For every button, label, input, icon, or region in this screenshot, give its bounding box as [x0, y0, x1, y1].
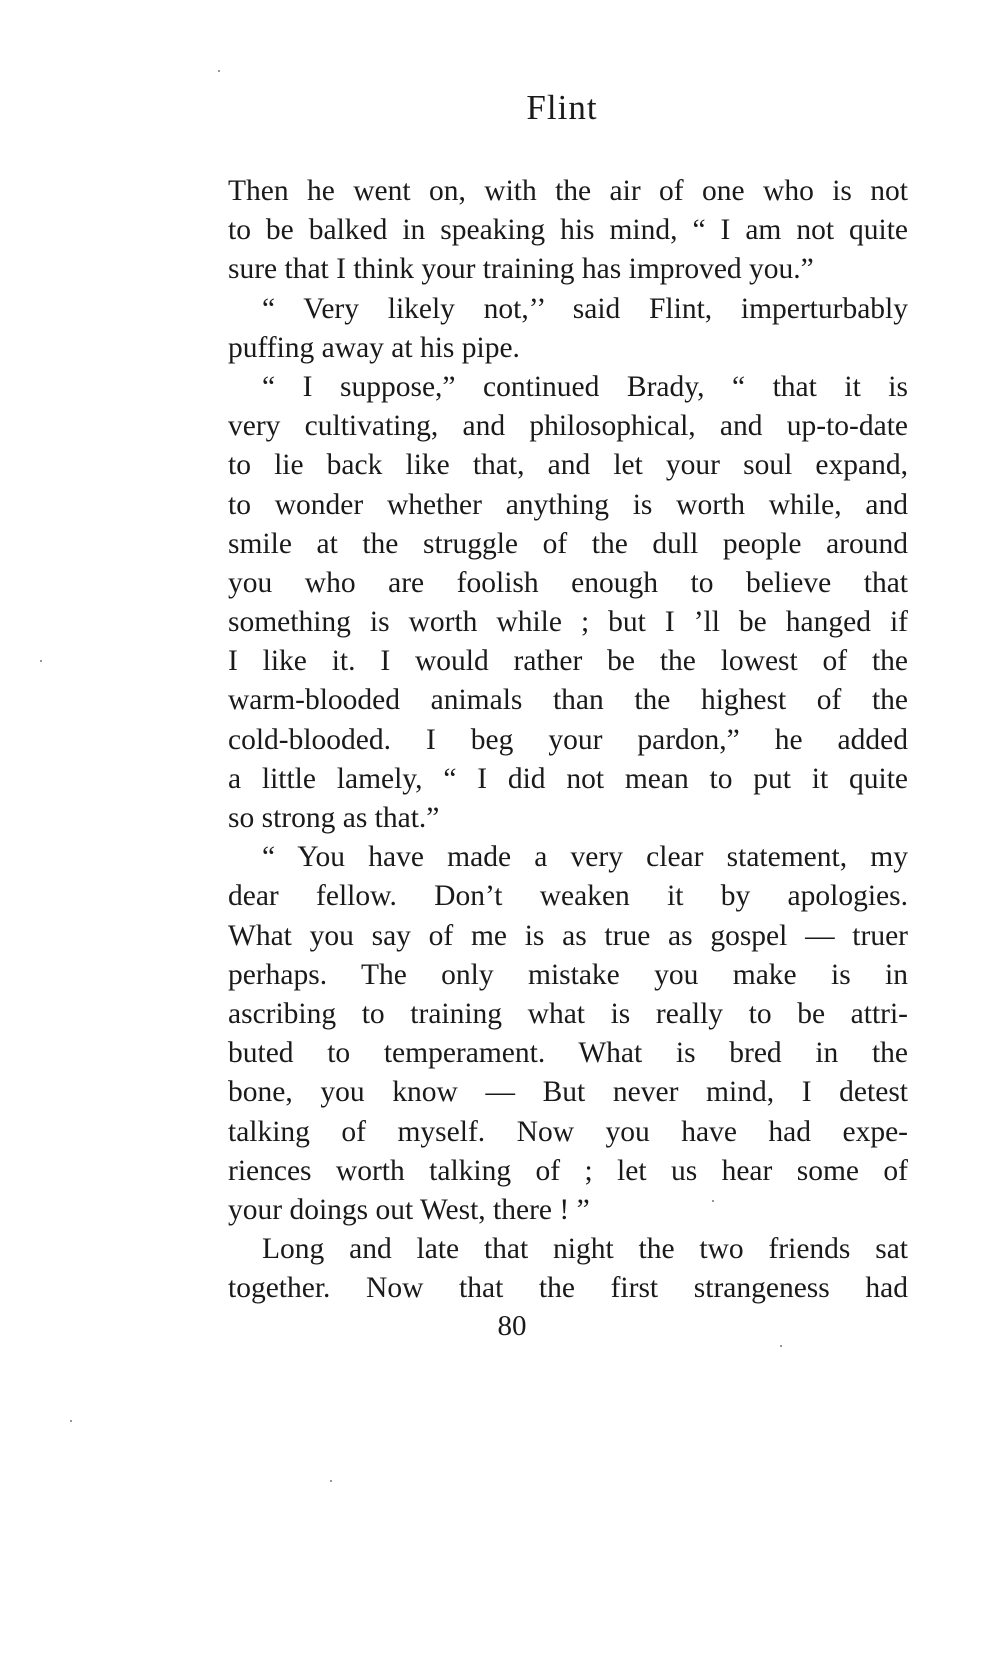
text-line: “ I suppose,” continued Brady, “ that it is	[262, 370, 908, 403]
scan-speck	[330, 1480, 332, 1482]
text-line: “ You have made a very clear statement, my	[262, 841, 908, 874]
running-head	[62, 88, 1000, 128]
text-line: Long and late that night the two friends sat	[262, 1233, 908, 1266]
scan-speck	[712, 1200, 714, 1202]
text-line: to lie back like that, and let your soul expand,	[228, 449, 908, 482]
text-line: very cultivating, and philosophical, and up-to-date	[228, 410, 908, 443]
text-line: bone, you know — But never mind, I detest	[228, 1076, 908, 1109]
text-line: perhaps. The only mistake you make is in	[228, 958, 908, 991]
scan-speck	[40, 660, 42, 662]
text-line: dear fellow. Don’t weaken it by apologies.	[228, 880, 908, 913]
text-line: to be balked in speaking his mind, “ I am not quite	[228, 214, 908, 247]
text-line: I like it. I would rather be the lowest of the	[228, 645, 908, 678]
text-line: warm-blooded animals than the highest of the	[228, 684, 908, 717]
text-line: your doings out West, there ! ”	[228, 1193, 590, 1226]
text-line: sure that I think your training has improved you.”	[228, 253, 814, 286]
text-line: Then he went on, with the air of one who is not	[228, 175, 908, 207]
text-line: talking of myself. Now you have had expe-	[228, 1115, 908, 1148]
text-line: “ Very likely not,’’ said Flint, imperturbably	[262, 292, 908, 325]
text-line: buted to temperament. What is bred in the	[228, 1037, 908, 1070]
scan-speck	[218, 70, 220, 72]
text-line: smile at the struggle of the dull people around	[228, 527, 908, 560]
text-line: cold-blooded. I beg your pardon,” he added	[228, 723, 908, 756]
text-line: to wonder whether anything is worth while, and	[228, 488, 908, 521]
scan-speck	[780, 1345, 782, 1347]
page-number: 80	[497, 1310, 527, 1342]
text-line: something is worth while ; but I ’ll be hanged if	[228, 606, 908, 639]
text-line: riences worth talking of ; let us hear some of	[228, 1154, 908, 1187]
text-line: together. Now that the first strangeness had	[228, 1272, 908, 1305]
scan-speck	[70, 1420, 72, 1422]
running-head-title: Flint	[526, 88, 598, 127]
text-line: What you say of me is as true as gospel — truer	[228, 919, 908, 952]
text-line: you who are foolish enough to believe that	[228, 566, 908, 599]
text-line: ascribing to training what is really to be attri-	[228, 997, 908, 1030]
text-line: puffing away at his pipe.	[228, 331, 520, 364]
text-line: so strong as that.”	[228, 802, 440, 834]
body-text	[228, 172, 908, 1308]
text-line: a little lamely, “ I did not mean to put it quite	[228, 762, 908, 795]
